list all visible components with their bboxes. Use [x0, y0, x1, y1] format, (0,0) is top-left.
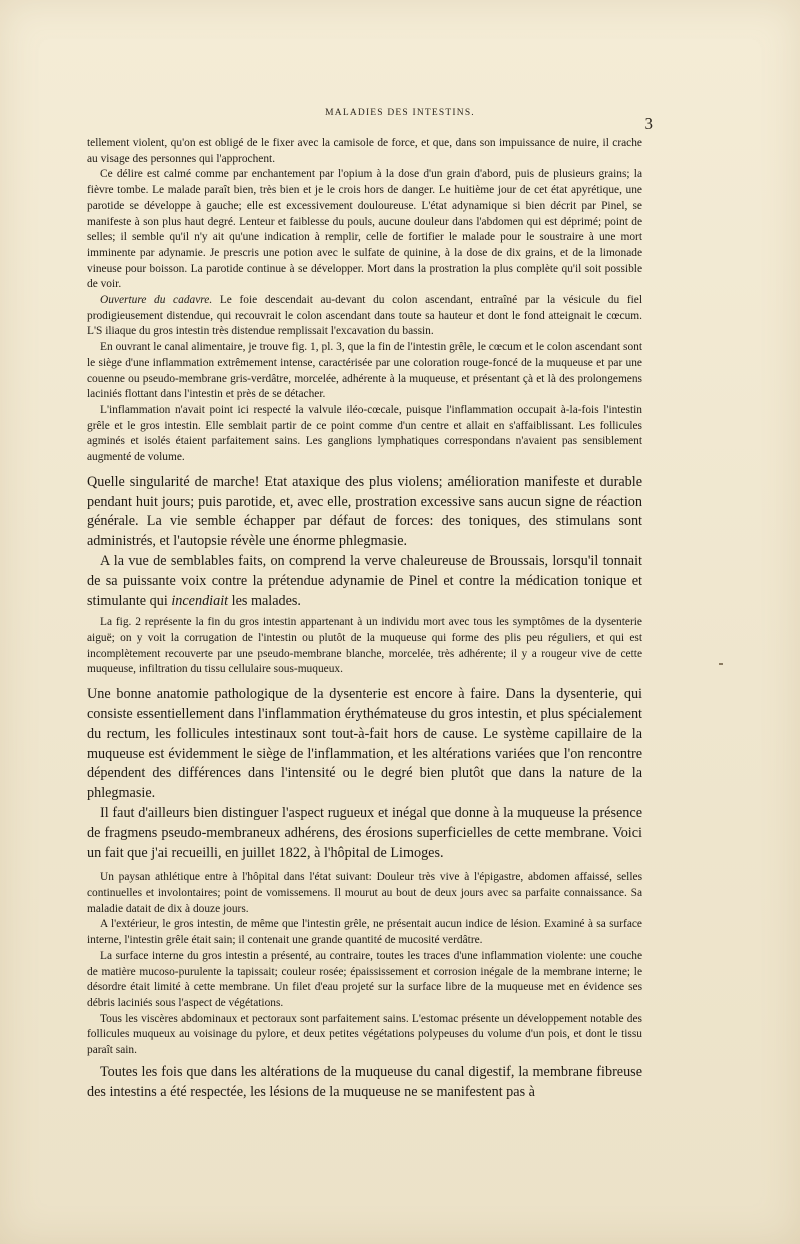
paragraph-text: les malades.	[228, 592, 301, 609]
paragraph: tellement violent, qu'on est obligé de le fixer avec la camisole de force, et que, dans son impuissance de nuire, il crache au visage des personnes qui l'approchent.	[87, 137, 642, 165]
page-body	[87, 136, 642, 1102]
running-title: MALADIES DES INTESTINS.	[325, 108, 475, 118]
paragraph	[87, 293, 642, 340]
paragraph: La surface interne du gros intestin a présenté, au contraire, toutes les traces d'une inflammation violente: une couche de matière mucoso-purulente la tapissait; couleur rosée; épaississement et corrosion inégale de la membrane interne; le désordre était limité à cette membrane. Un filet d'eau projeté sur la surface libre de la muqueuse met en évidence ses débris laciniés sous l'aspect de végétations.	[87, 949, 642, 1009]
paragraph: Il faut d'ailleurs bien distinguer l'aspect rugueux et inégal que donne à la muqueuse la présence de fragmens pseudo-membraneux adhérens, des érosions superficielles de cette membrane. Voici un fait que j'ai recueilli, en juillet 1822, à l'hôpital de Limoges.	[87, 804, 642, 861]
italic-word: incendiait	[171, 592, 229, 609]
paragraph	[87, 552, 642, 611]
paragraph-text: A la vue de semblables faits, on comprend la verve chaleureuse de Broussais, lorsqu'il tonnait de sa puissante voix contre la prétendue adynamie de Pinel et contre la médication tonique et stimulante qui	[87, 552, 642, 609]
margin-mark	[719, 663, 723, 665]
paragraph: Une bonne anatomie pathologique de la dysenterie est encore à faire. Dans la dysenterie, qui consiste essentiellement dans l'inflammation érythémateuse du gros intestin, et plus spécialement du rectum, les follicules intestinaux sont tout-à-fait hors de cause. Le système capillaire de la muqueuse est évidemment le siège de l'inflammation, et les altérations variées que l'on rencontre dépendent des différences dans l'intensité ou le degré bien plutôt que dans la nature de la phlegmasie.	[87, 686, 642, 802]
italic-heading: Ouverture du cadavre.	[100, 294, 213, 307]
paragraph: L'inflammation n'avait point ici respecté la valvule iléo-cœcale, puisque l'inflammation occupait à-la-fois l'intestin grêle et le gros intestin. Elle semblait partir de ce point comme d'un centre et allait en s'affaiblissant. Les follicules agminés et isolés étaient parfaitement sains. Les ganglions lymphatiques correspondans n'avaient pas sensiblement augmenté de volume.	[87, 403, 642, 464]
paragraph: Un paysan athlétique entre à l'hôpital dans l'état suivant: Douleur très vive à l'épigastre, abdomen affaissé, selles continuelles et involontaires; point de vomissemens. Il mourut au bout de deux jours avec sa parfaite connaissance. Sa maladie datait de dix à douze jours.	[87, 871, 642, 915]
paragraph: En ouvrant le canal alimentaire, je trouve fig. 1, pl. 3, que la fin de l'intestin grêle, le cœcum et le colon ascendant sont le siège d'une inflammation extrêmement intense, caractérisée par une coloration rouge-foncé de la muqueuse et par une couenne ou pseudo-membrane gris-verdâtre, morcelée, adhérente à la muqueuse, et présentant çà et là des prolongemens laciniés flottant dans l'intestin et près de se détacher.	[87, 341, 642, 401]
paragraph: Quelle singularité de marche! Etat ataxique des plus violens; amélioration manifeste et durable pendant huit jours; puis parotide, et, avec elle, prostration excessive sans aucun signe de réaction générale. La vie semble échapper par défaut de forces: des toniques, des stimulans sont administrés, et l'autopsie révèle une énorme phlegmasie.	[87, 473, 642, 550]
paragraph: La fig. 2 représente la fin du gros intestin appartenant à un individu mort avec tous les symptômes de la dysenterie aiguë; on y voit la corrugation de l'intestin ou plutôt de la muqueuse qui forme des plis peu réguliers, et qui est incomplètement recouverte par une pseudo-membrane blanche, morcelée, très adhérente; il y a rougeur vive de cette muqueuse, infiltration du tissu cellulaire sous-muqueux.	[87, 616, 642, 676]
paragraph: A l'extérieur, le gros intestin, de même que l'intestin grêle, ne présentait aucun indice de lésion. Examiné à sa surface interne, l'intestin grêle était sain; il contenait une grande quantité de mucosité verdâtre.	[87, 918, 642, 947]
paragraph: Toutes les fois que dans les altérations de la muqueuse du canal digestif, la membrane fibreuse des intestins a été respectée, les lésions de la muqueuse ne se manifestent pas à	[87, 1063, 642, 1100]
paragraph-text: Le foie descendait au-devant du colon ascendant, entraîné par la vésicule du fiel prodigieusement distendue, qui recouvrait le colon ascendant dans toute sa hauteur et dont le fond atteignait le cœcum. L'S iliaque du gros intestin très distendue remplissait l'excavation du bassin.	[87, 294, 642, 338]
paragraph: Ce délire est calmé comme par enchantement par l'opium à la dose d'un grain d'abord, puis de plusieurs grains; la fièvre tombe. Le malade paraît bien, très bien et je le crois hors de danger. Le huitième jour de cet état apyrétique, une parotide se développe à gauche; elle est excessivement douloureuse. L'état adynamique si bien décrit par Pinel, se manifeste à son plus haut degré. Lenteur et faiblesse du pouls, aucune douleur dans l'abdomen qui est déprimé; point de selles; il semble qu'il n'y ait qu'une indication à remplir, celle de fortifier le malade pour le soustraire à une mort imminente par adynamie. Je prescris une potion avec le sulfate de quinine, à la dose de dix grains, et de la limonade vineuse pour boisson. La parotide continue à se développer. Mort dans la prostration la plus complète qu'il soit possible de voir.	[87, 168, 642, 291]
paragraph: Tous les viscères abdominaux et pectoraux sont parfaitement sains. L'estomac présente un développement notable des follicules muqueux au voisinage du pylore, et deux petites végétations polypeuses du volume d'un pois, et dont le tissu paraît sain.	[87, 1012, 642, 1057]
page-number: 3	[644, 114, 653, 133]
